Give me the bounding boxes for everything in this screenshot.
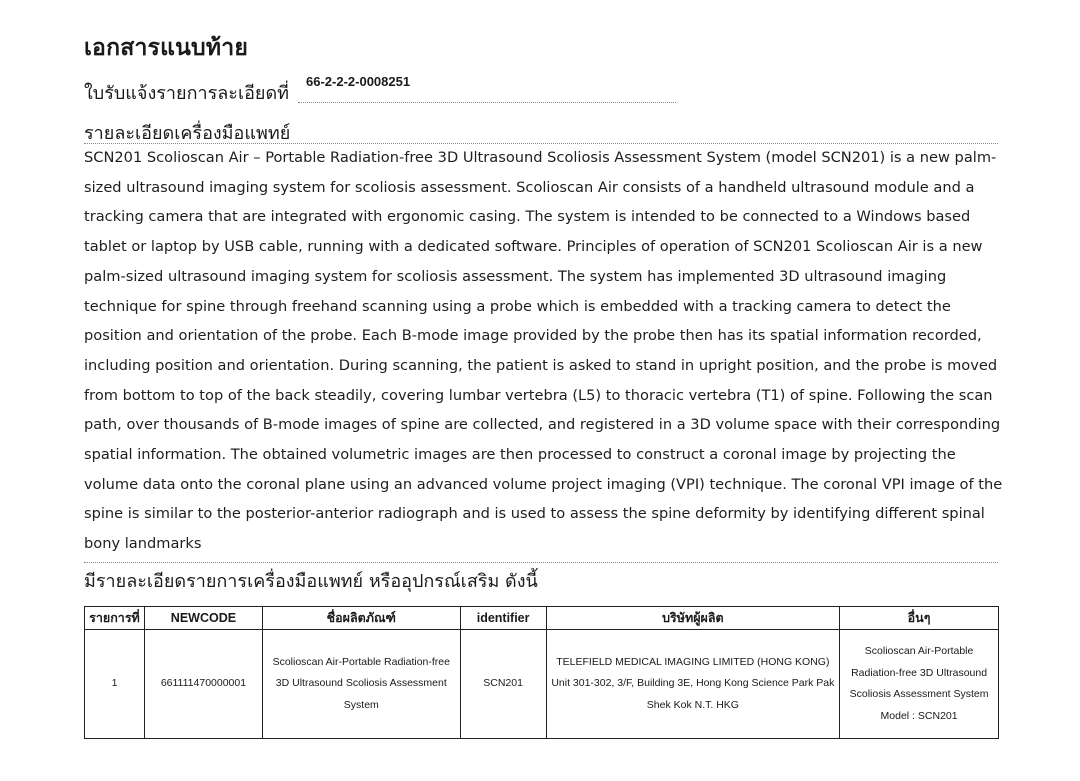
description-bottom-rule	[84, 562, 998, 563]
accessory-heading: มีรายละเอียดรายการเครื่องมือแพทย์ หรืออุปกรณ์เสริม ดังนี้	[84, 571, 538, 592]
cell-newcode: 661111470000001	[144, 630, 262, 739]
cell-identifier: SCN201	[460, 630, 546, 739]
table-header-row	[85, 607, 999, 630]
header-newcode: NEWCODE	[144, 607, 262, 630]
receipt-row	[84, 74, 676, 106]
cell-other: Scolioscan Air-Portable Radiation-free 3D Ultrasound Scoliosis Assessment System Model : SCN201	[840, 630, 999, 739]
cell-manufacturer: TELEFIELD MEDICAL IMAGING LIMITED (HONG KONG) Unit 301-302, 3/F, Building 3E, Hong Kong Science Park Pak Shek Kok N.T. HKG	[546, 630, 840, 739]
device-items-table	[84, 606, 999, 739]
detail-heading: รายละเอียดเครื่องมือแพทย์	[84, 123, 291, 144]
header-other: อื่นๆ	[840, 607, 999, 630]
receipt-label: ใบรับแจ้งรายการละเอียดที่	[84, 83, 290, 104]
header-item: รายการที่	[85, 607, 145, 630]
document-title: เอกสารแนบท้าย	[84, 35, 249, 61]
receipt-dotted-line	[298, 102, 676, 103]
cell-item: 1	[85, 630, 145, 739]
receipt-number: 66-2-2-2-0008251	[306, 74, 411, 89]
table-row	[85, 630, 999, 739]
device-description: SCN201 Scolioscan Air – Portable Radiation-free 3D Ultrasound Scoliosis Assessment System (model SCN201) is a new palm-sized ultrasound imaging system for scoliosis assessment. Scolioscan Air consists of a handheld ultrasound module and a tracking camera that are integrated with ergonomic casing. The system is intended to be connected to a Windows based tablet or laptop by USB cable, running with a dedicated software. Principles of operation of SCN201 Scolioscan Air is a new palm-sized ultrasound imaging system for scoliosis assessment. The system has implemented 3D ultrasound imaging technique for spine through freehand scanning using a probe which is embedded with a tracking camera to detect the position and orientation of the probe. Each B-mode image provided by the probe then has its spatial information recorded, including position and orientation. During scanning, the patient is asked to stand in upright position, and the probe is moved from bottom to top of the back steadily, covering lumbar vertebra (L5) to thoracic vertebra (T1) of spine. Following the scan path, over thousands of B-mode images of spine are collected, and registered in a 3D volume space with their corresponding spatial information. The obtained volumetric images are then processed to construct a coronal image by projecting the volume data onto the coronal plane using an advanced volume project imaging (VPI) technique. The coronal VPI image of the spine is similar to the posterior-anterior radiograph and is used to assess the spine deformity by identifying different spinal bony landmarks	[84, 149, 1003, 553]
header-manufacturer: บริษัทผู้ผลิต	[546, 607, 840, 630]
header-product-name: ชื่อผลิตภัณฑ์	[262, 607, 460, 630]
cell-product-name: Scolioscan Air-Portable Radiation-free 3D Ultrasound Scoliosis Assessment System	[262, 630, 460, 739]
header-identifier: identifier	[460, 607, 546, 630]
